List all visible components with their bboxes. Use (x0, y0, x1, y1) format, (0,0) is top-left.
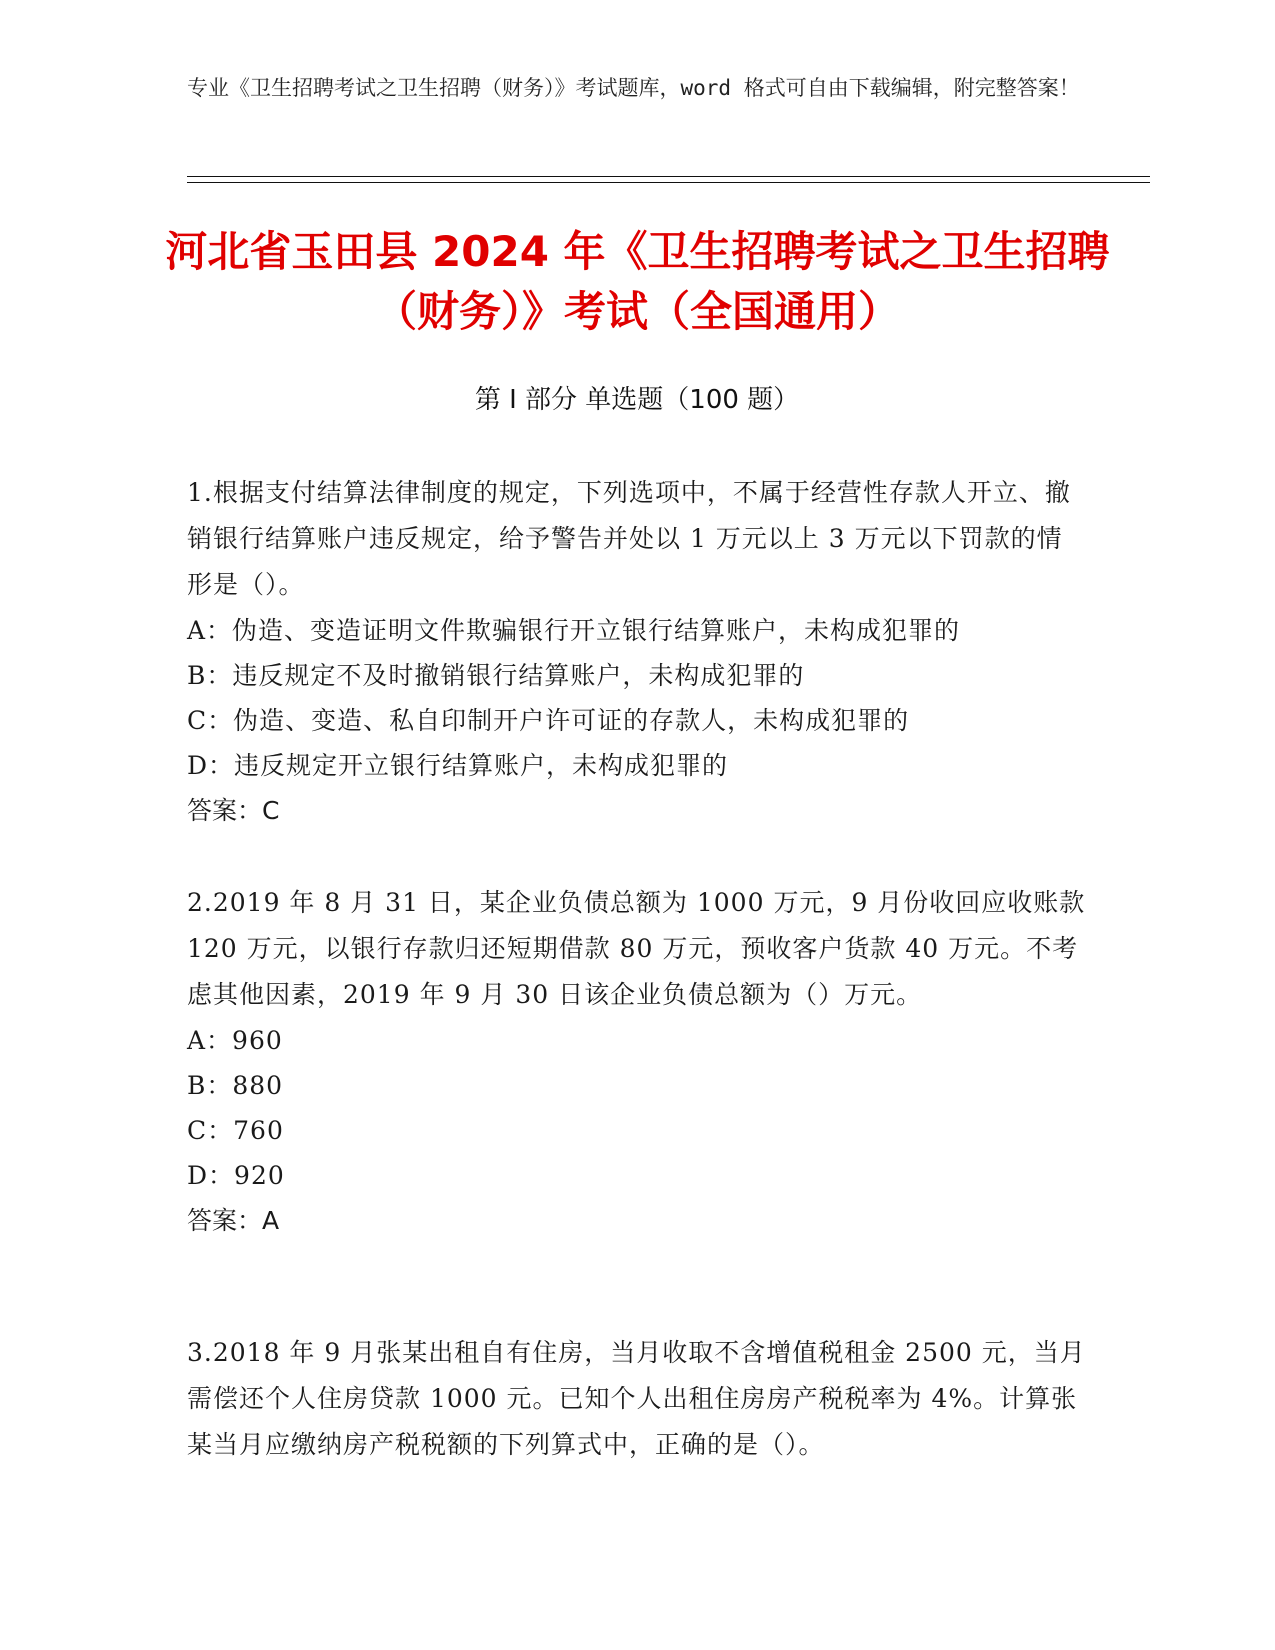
document-title: 河北省玉田县 2024 年《卫生招聘考试之卫生招聘（财务）》考试（全国通用） (165, 227, 1110, 336)
option-c: C：760 (187, 1116, 284, 1145)
option-a: A：伪造、变造证明文件欺骗银行开立银行结算账户，未构成犯罪的 (187, 616, 961, 645)
question-text: 3.2018 年 9 月张某出租自有住房，当月收取不含增值税租金 2500 元，当月需偿还个人住房贷款 1000 元。已知个人出租住房房产税税率为 4%。计算张某当月应缴纳房产税税额的下列算式中，正确的是（）。 (187, 1338, 1086, 1459)
option-c: C：伪造、变造、私自印制开户许可证的存款人，未构成犯罪的 (187, 706, 910, 735)
section-title: 第 I 部分 单选题（100 题） (474, 385, 800, 415)
option-b: B：880 (187, 1071, 284, 1100)
option-d: D：违反规定开立银行结算账户，未构成犯罪的 (187, 751, 729, 780)
question-text: 1.根据支付结算法律制度的规定，下列选项中，不属于经营性存款人开立、撤销银行结算账户违反规定，给予警告并处以 1 万元以上 3 万元以下罚款的情形是（）。 (187, 478, 1071, 599)
answer-line: 答案：C (187, 796, 280, 825)
question-block (187, 1330, 1087, 1468)
option-a: A：960 (187, 1026, 283, 1055)
question-block (187, 470, 1087, 834)
answer-line: 答案：A (187, 1206, 280, 1235)
question-text: 2.2019 年 8 月 31 日，某企业负债总额为 1000 万元，9 月份收回应收账款 120 万元，以银行存款归还短期借款 80 万元，预收客户货款 40 万元。不考虑其他因素，2019 年 9 月 30 日该企业负债总额为（）万元。 (187, 888, 1086, 1009)
option-b: B：违反规定不及时撤销银行结算账户，未构成犯罪的 (187, 661, 805, 690)
question-block (187, 880, 1087, 1244)
header-divider-bottom (187, 182, 1150, 183)
header-note: 专业《卫生招聘考试之卫生招聘（财务）》考试题库，word 格式可自由下载编辑，附完整答案！ (187, 76, 1080, 100)
header-divider-top (187, 176, 1150, 177)
option-d: D：920 (187, 1161, 285, 1190)
